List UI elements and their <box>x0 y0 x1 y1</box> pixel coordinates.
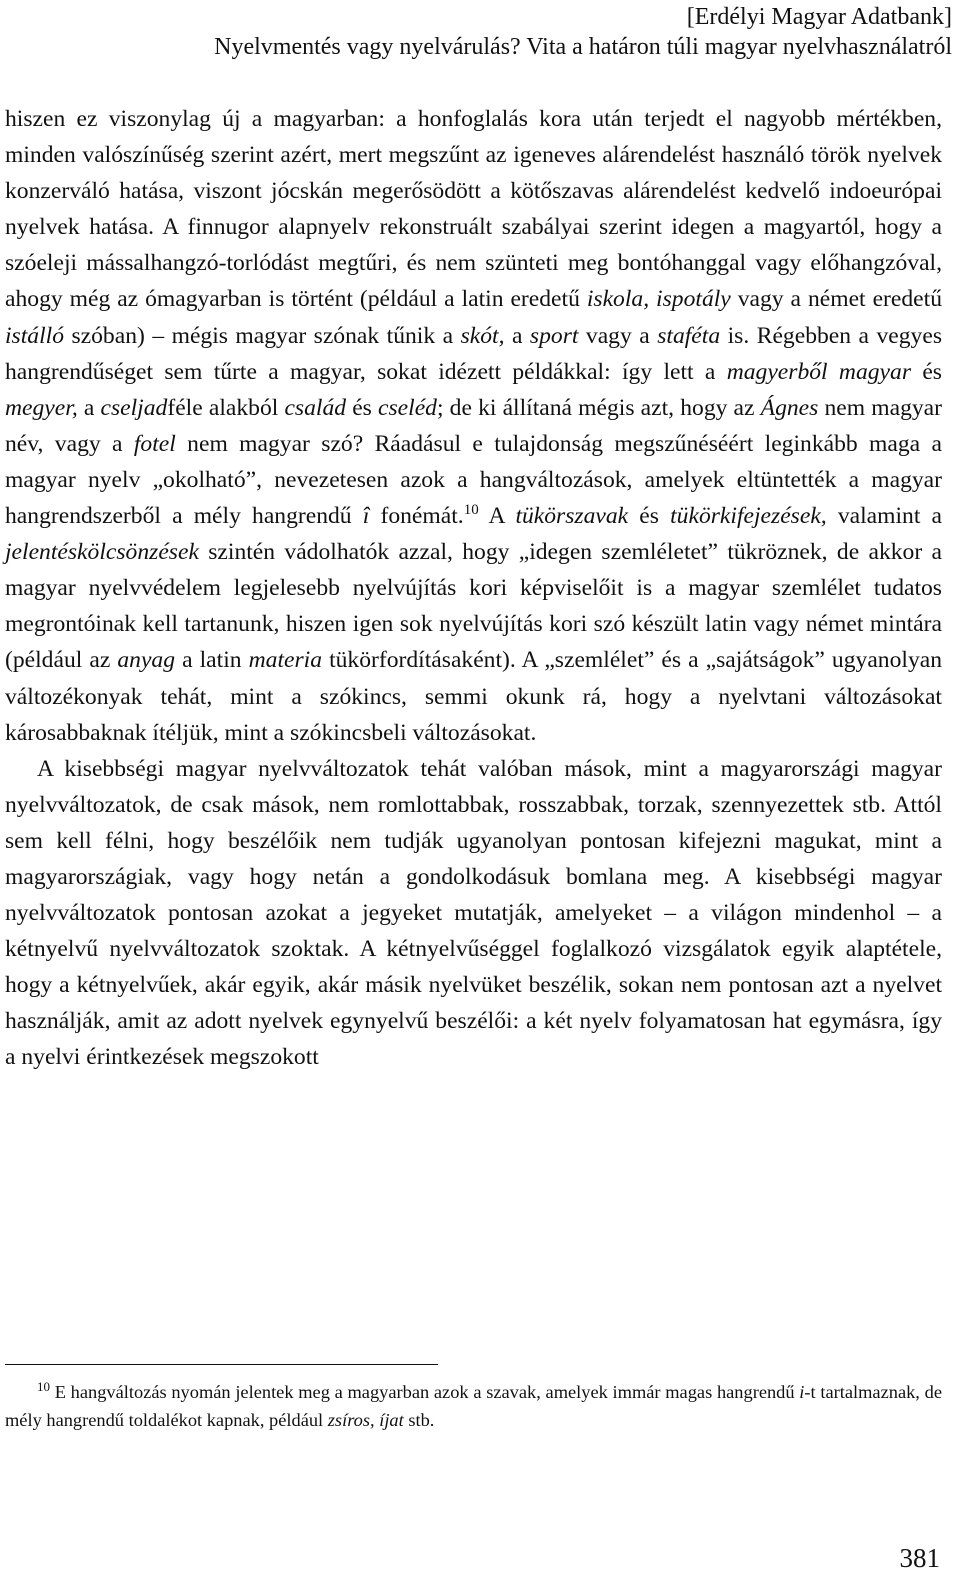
document-title: Nyelvmentés vagy nyelvárulás? Vita a határon túli magyar nyelvhasználatról <box>214 34 952 60</box>
footnote: $^{10}$ E hangváltozás nyomán jelentek meg a magyarban azok a szavak, amelyek immár magas hangrendű i-t tartalmaznak, de mély hangrendű toldalékot kapnak, például zsíros, íjat stb. <box>5 1379 942 1430</box>
page-number: 381 <box>899 1543 940 1573</box>
paragraph-continued: hiszen ez viszonylag új a magyarban: a honfoglalás kora után terjedt el nagyobb mértékben, minden valószínűség szerint azért, mert megszűnt az igeneves alárendelést használó török nyelvek konzerváló hatása, viszont jócskán megerősödött a kötőszavas alárendelést kedvelő indoeurópai nyelvek hatása. A finnugor alapnyelv rekonstruált szabályai szerint idegen a magyartól, hogy a szóeleji mássalhangzó-torlódást megtűri, és nem szünteti meg bontóhanggal vagy előhangzóval, ahogy még az ómagyarban is történt (például a latin eredetű iskola, ispotály vagy a német eredetű istálló szóban) – mégis magyar szónak tűnik a skót, a sport vagy a staféta is. Régebben a vegyes hangrendűséget sem tűrte a magyar, sokat idézett példákkal: így lett a magyerből magyar és megyer, a cseljadféle alakból család és cseléd; de ki állítaná mégis azt, hogy az Ágnes nem magyar név, vagy a fotel nem magyar szó? Ráadásul e tulajdonság megszűnéséért leginkább maga a magyar nyelv „okolható”, nevezetesen azok a hangváltozások, amelyek eltüntették a magyar hangrendszerből a mély hangrendű î fonémát.$^{10}$ A tükörszavak és tükörkifejezések, valamint a jelentéskölcsönzések szintén vádolhatók azzal, hogy „idegen szemléletet” tükröznek, de akkor a magyar nyelvvédelem legjelesebb nyelvújítás kori képviselőit is a magyar szemlélet tudatos megrontóinak kell tartanunk, hiszen igen sok nyelvújítás kori szó készült latin vagy német mintára (például az anyag a latin materia tükörfordításaként). A „szemlélet” és a „sajátságok” ugyanolyan változékonyak tehát, mint a szókincs, semmi okunk rá, hogy a nyelvtani változásokat károsabbaknak ítéljük, mint a szókincsbeli változásokat. <box>5 106 943 746</box>
main-text <box>5 101 942 1076</box>
paragraph: A kisebbségi magyar nyelvváltozatok tehát valóban mások, mint a magyarországi magyar nyelvváltozatok, de csak mások, nem romlottabbak, rosszabbak, torzak, szennyezettek stb. Attól sem kell félni, hogy beszélőik nem tudják ugyanolyan pontosan kifejezni magukat, mint a magyarországiak, vagy hogy netán a gondolkodásuk bomlana meg. A kisebbségi magyar nyelvváltozatok pontosan azokat a jegyeket mutatják, amelyeket – a világon mindenhol – a kétnyelvű nyelvváltozatok szoktak. A kétnyelvűséggel foglalkozó vizsgálatok egyik alaptétele, hogy a kétnyelvűek, akár egyik, akár másik nyelvüket beszélik, sokan nem pontosan azt a nyelvet használják, amit az adott nyelvek egynyelvű beszélői: a két nyelv folyamatosan hat egymásra, így a nyelvi érintkezések megszokott <box>5 755 942 1071</box>
page-header <box>0 2 952 62</box>
footnote-reference[interactable]: 10 <box>463 502 479 519</box>
site-name: [Erdélyi Magyar Adatbank] <box>686 4 952 30</box>
footnote-divider <box>5 1364 438 1365</box>
footnote-number: 10 <box>37 1379 50 1394</box>
